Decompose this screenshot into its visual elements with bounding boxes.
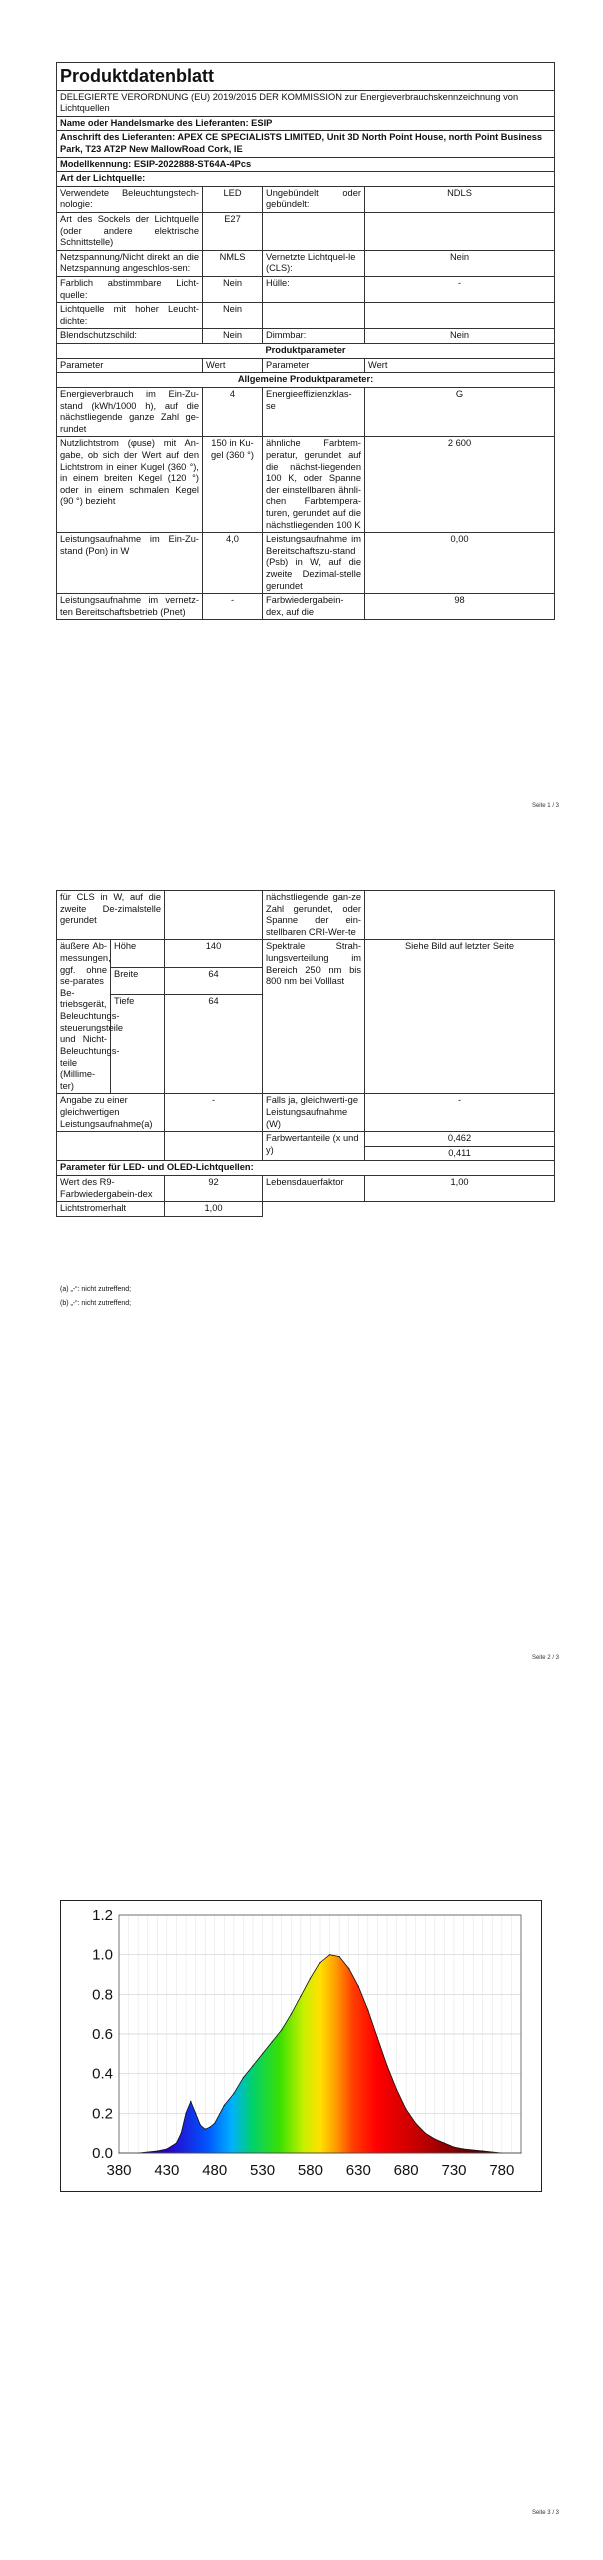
x-tick-label: 780 — [489, 2162, 515, 2179]
footnote-b: (b) „-“: nicht zutreffend; — [60, 1300, 132, 1307]
spectrum-point — [209, 2127, 210, 2128]
spectrum-point — [339, 1956, 340, 1957]
spectral-chart-frame — [60, 1900, 542, 2192]
spectrum-point — [319, 1962, 320, 1963]
spectrum-point — [176, 2143, 177, 2144]
y-tick-label: 0.0 — [92, 2145, 113, 2162]
table-row: Lichtquelle mit hoher Leucht-dichte: Nein — [57, 303, 555, 329]
spectrum-point — [463, 2148, 464, 2149]
table-row: Energieverbrauch im Ein-Zu-stand (kWh/1000 h), auf die nächstliegende ganze Zahl ge-rundet 4 Energieeffizienzklas-se G — [57, 387, 555, 436]
spectral-value: Siehe Bild auf letzter Seite — [365, 940, 555, 1094]
table-row: Leistungsaufnahme im Ein-Zu-stand (Pon) in W 4,0 Leistungsaufnahme im Bereitschaftszu-stand (Psb) in W, auf die zweite Dezimal-stelle gerundet 0,00 — [57, 533, 555, 594]
spectrum-point — [396, 2089, 397, 2090]
table-row: Nutzlichtstrom (φuse) mit An-gabe, ob sich der Wert auf den Lichtstrom in einer Kugel (360 °), in einem breiten Kegel (120 °) oder in einem schmalen Kegel (90 °) bezieht 150 in Ku-gel (360 °) ähnliche Farbtem-peratur, gerundet auf die nächst-liegenden 100 K, oder Spanne der einstellbaren ähnli-chen Farbtempera-turen, gerundet auf die nächstliegenden 100 K 2 600 — [57, 437, 555, 533]
table-row: Netzspannung/Nicht direkt an die Netzspannung angeschlos-sen: NMLS Vernetzte Lichtquel-le (CLS): Nein — [57, 250, 555, 276]
table-row: Angabe zu einer gleichwertigen Leistungsaufnahme(a) - Falls ja, gleichwerti-ge Leistungsaufnahme (W) - — [57, 1094, 555, 1132]
dimensions-row: äußere Ab-messungen, ggf. ohne se-parates Be-triebsgerät, Beleuchtungs-steuerungsteile und Nicht-Beleuchtungs-teile (Millime-ter) Höhe 140 Spektrale Strah-lungsverteilung im Bereich 250 nm bis 800 nm bei Volllast Siehe Bild auf letzter Seite — [57, 940, 555, 967]
spectral-distribution-chart — [61, 1901, 541, 2191]
spectrum-point — [358, 1986, 359, 1987]
spectrum-point — [406, 2109, 407, 2110]
page-number-2: Seite 2 / 3 — [531, 1655, 559, 1661]
table-row: Verwendete Beleuchtungstech-nologie: LED Ungebündelt oder gebündelt: NDLS — [57, 186, 555, 212]
table-row: Wert des R9-Farbwiedergabein-dex 92 Lebensdauerfaktor 1,00 — [57, 1176, 555, 1202]
spectrum-point — [444, 2143, 445, 2144]
x-tick-label: 630 — [345, 2162, 371, 2179]
table-row: Leistungsaufnahme im vernetz-ten Bereitschaftsbetrieb (Pnet) - Farbwiedergabein-dex, auf die 98 — [57, 594, 555, 620]
spectrum-point — [224, 2105, 225, 2106]
y-tick-label: 0.2 — [92, 2105, 113, 2123]
x-tick-label: 480 — [202, 2162, 228, 2179]
spectrum-point — [329, 1954, 330, 1955]
spectrum-point — [300, 1996, 301, 1997]
spectrum-point — [252, 2065, 253, 2066]
y-tick-label: 0.8 — [92, 1986, 113, 2004]
x-tick-label: 680 — [393, 2162, 419, 2179]
spectrum-point — [157, 2150, 158, 2151]
dimensions-label: äußere Ab-messungen, ggf. ohne se-parates Be-triebsgerät, Beleuchtungs-steuerungsteile und Nicht-Beleuchtungs-teile (Millime-ter) — [57, 940, 111, 1094]
spectrum-point — [415, 2123, 416, 2124]
x-tick-label: 580 — [297, 2162, 323, 2179]
product-params-heading: Produktparameter — [57, 344, 555, 359]
y-tick-labels — [92, 1907, 113, 2162]
spectral-label: Spektrale Strah-lungsverteilung im Bereich 250 nm bis 800 nm bei Volllast — [263, 940, 365, 1094]
spectrum-point — [367, 2010, 368, 2011]
spectrum-point — [291, 2014, 292, 2015]
spectrum-point — [434, 2139, 435, 2140]
spectrum-point — [386, 2065, 387, 2066]
general-params-heading: Allgemeine Produktparameter: — [57, 373, 555, 388]
table-row: Blendschutzschild: Nein Dimmbar: Nein — [57, 329, 555, 344]
spectrum-point — [310, 1978, 311, 1979]
x-tick-label: 380 — [106, 2162, 132, 2179]
supplier-name: Name oder Handelsmarke des Lieferanten: ESIP — [57, 116, 555, 131]
spectrum-point — [195, 2113, 196, 2114]
spectrum-point — [205, 2129, 206, 2130]
table-row: Lichtstromerhalt 1,00 — [57, 1202, 555, 1217]
table-row: Farbwertanteile (x und y) 0,462 — [57, 1132, 555, 1147]
x-tick-labels — [106, 2162, 514, 2179]
spectrum-point — [348, 1968, 349, 1969]
x-tick-label: 730 — [441, 2162, 467, 2179]
y-tick-label: 0.6 — [92, 2026, 113, 2043]
spectrum-point — [243, 2077, 244, 2078]
page-number-3: Seite 3 / 3 — [531, 2510, 559, 2516]
x-tick-label: 530 — [250, 2162, 276, 2179]
spectrum-point — [233, 2093, 234, 2094]
spectrum-point — [425, 2133, 426, 2134]
spectrum-point — [272, 2041, 273, 2042]
column-header-row: Parameter Wert Parameter Wert — [57, 358, 555, 373]
supplier-address: Anschrift des Lieferanten: APEX CE SPECIALISTS LIMITED, Unit 3D North Point House, north Point Business Park, T23 AT2P New MallowRoad Cork, IE — [57, 131, 555, 157]
spectrum-point — [453, 2147, 454, 2148]
datasheet-table-page2: für CLS in W, auf die zweite De-zimalstelle gerundet nächstliegende gan-ze Zahl gerundet, oder Spanne der ein-stellbaren CRI-Wer-te äußere Ab-messungen, ggf. ohne se-parates Be-triebsgerät, Beleuchtungs-steuerungsteile und Nicht-Beleuchtungs-teile (Millime-ter) Höhe 140 Spektrale Strah-lungsverteilung im Bereich 250 nm bis 800 nm bei Volllast Siehe Bild auf letzter Seite Breite 64 Tiefe 64 Angabe zu einer gleichwertigen Leistungsaufnahme(a) - Falls ja, gleichwerti-ge Leistungsaufnahme (W) - Farbwertanteile (x und y) 0,462 0,411 Parameter für LED- und OLED-Lichtquellen: Wert des R9-Farbwiedergabein-dex 92 Lebensdauerfaktor 1,00 Lichtstromerhalt 1,00 — [56, 890, 555, 1217]
light-source-type-heading: Art der Lichtquelle: — [57, 172, 555, 187]
datasheet-table-page1 — [56, 62, 555, 620]
spectrum-point — [214, 2123, 215, 2124]
spectrum-point — [482, 2150, 483, 2151]
spectrum-point — [185, 2113, 186, 2114]
table-row: Farblich abstimmbare Licht-quelle: Nein Hülle: - — [57, 277, 555, 303]
model-id: Modellkennung: ESIP-2022888-ST64A-4Pcs — [57, 157, 555, 172]
spectrum-point — [262, 2053, 263, 2054]
spectrum-point — [190, 2101, 191, 2102]
page-number-1: Seite 1 / 3 — [531, 803, 559, 809]
regulation-text: DELEGIERTE VERORDNUNG (EU) 2019/2015 DER KOMMISSION zur Energieverbrauchskennzeichnung von Lichtquellen — [57, 90, 555, 116]
table-row: Art des Sockels der Lichtquelle (oder andere elektrische Schnittstelle) E27 — [57, 212, 555, 250]
spectrum-point — [377, 2037, 378, 2038]
spectrum-area — [119, 1955, 521, 2153]
y-tick-label: 0.4 — [92, 2065, 113, 2083]
spectrum-point — [166, 2148, 167, 2149]
table-row: für CLS in W, auf die zweite De-zimalstelle gerundet nächstliegende gan-ze Zahl gerundet, oder Spanne der ein-stellbaren CRI-Wer-te — [57, 891, 555, 940]
y-tick-label: 1.2 — [92, 1907, 113, 1924]
spectrum-point — [181, 2133, 182, 2134]
led-params-heading: Parameter für LED- und OLED-Lichtquellen: — [57, 1161, 555, 1176]
y-tick-label: 1.0 — [92, 1946, 113, 1964]
spectrum-point — [281, 2029, 282, 2030]
x-tick-label: 430 — [154, 2162, 180, 2179]
page-title: Produktdatenblatt — [57, 63, 555, 91]
footnote-a: (a) „-“: nicht zutreffend; — [60, 1286, 132, 1293]
spectrum-point — [200, 2125, 201, 2126]
